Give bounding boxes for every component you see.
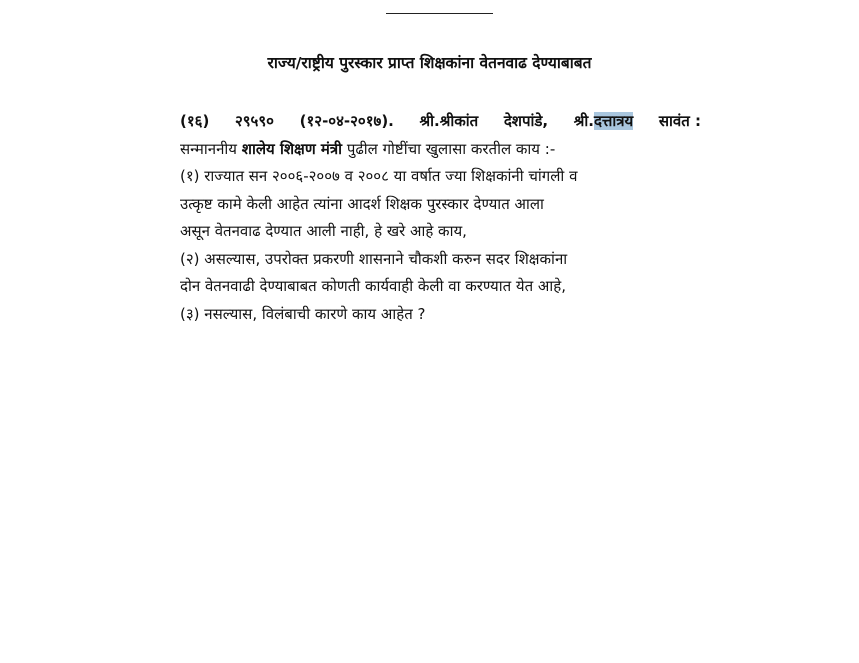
point-2-line-1: (२) असल्यास, उपरोक्त प्रकरणी शासनाने चौकशी करुन सदर शिक्षकांना xyxy=(180,249,568,268)
intro-prefix: सन्माननीय xyxy=(180,139,238,158)
point-2-line-2: दोन वेतनवाढी देण्याबाबत कोणती कार्यवाही केली वा करण्यात येत आहे, xyxy=(180,277,566,295)
question-id: २९५९० xyxy=(234,112,274,130)
point-3: (३) नसल्यास, विलंबाची कारणे काय आहेत ? xyxy=(180,304,426,323)
question-number: (१६) xyxy=(180,112,210,130)
top-rule xyxy=(386,13,493,14)
question-block xyxy=(180,108,701,328)
minister-name: शालेय शिक्षण मंत्री xyxy=(241,139,343,158)
point-1-line-2: उत्कृष्ट कामे केली आहेत त्यांना आदर्श शिक्षक पुरस्कार देण्यात आला xyxy=(180,194,544,213)
point-1-line-3: असून वेतनवाढ देण्यात आली नाही, हे खरे आहे काय, xyxy=(180,222,467,240)
question-header-line xyxy=(180,108,701,136)
question-date: (१२-०४-२०१७). xyxy=(299,112,394,130)
member-2-surname: सावंत : xyxy=(658,112,701,130)
question-intro-line xyxy=(180,136,701,164)
point-1-line-1: (१) राज्यात सन २००६-२००७ व २००८ या वर्षात ज्या शिक्षकांनी चांगली व xyxy=(180,167,578,185)
member-1-name: श्री.श्रीकांत xyxy=(419,112,479,130)
member-1-surname: देशपांडे, xyxy=(503,112,549,130)
member-2-prefix: श्री. xyxy=(573,112,594,130)
document-title: राज्य/राष्ट्रीय पुरस्कार प्राप्त शिक्षकांना वेतनवाढ देण्याबाबत xyxy=(267,54,592,72)
intro-suffix: पुढील गोष्टींचा खुलासा करतील काय :- xyxy=(346,139,556,158)
member-2-name-selected[interactable]: दत्तात्रय xyxy=(593,112,634,130)
member-2 xyxy=(574,108,633,136)
